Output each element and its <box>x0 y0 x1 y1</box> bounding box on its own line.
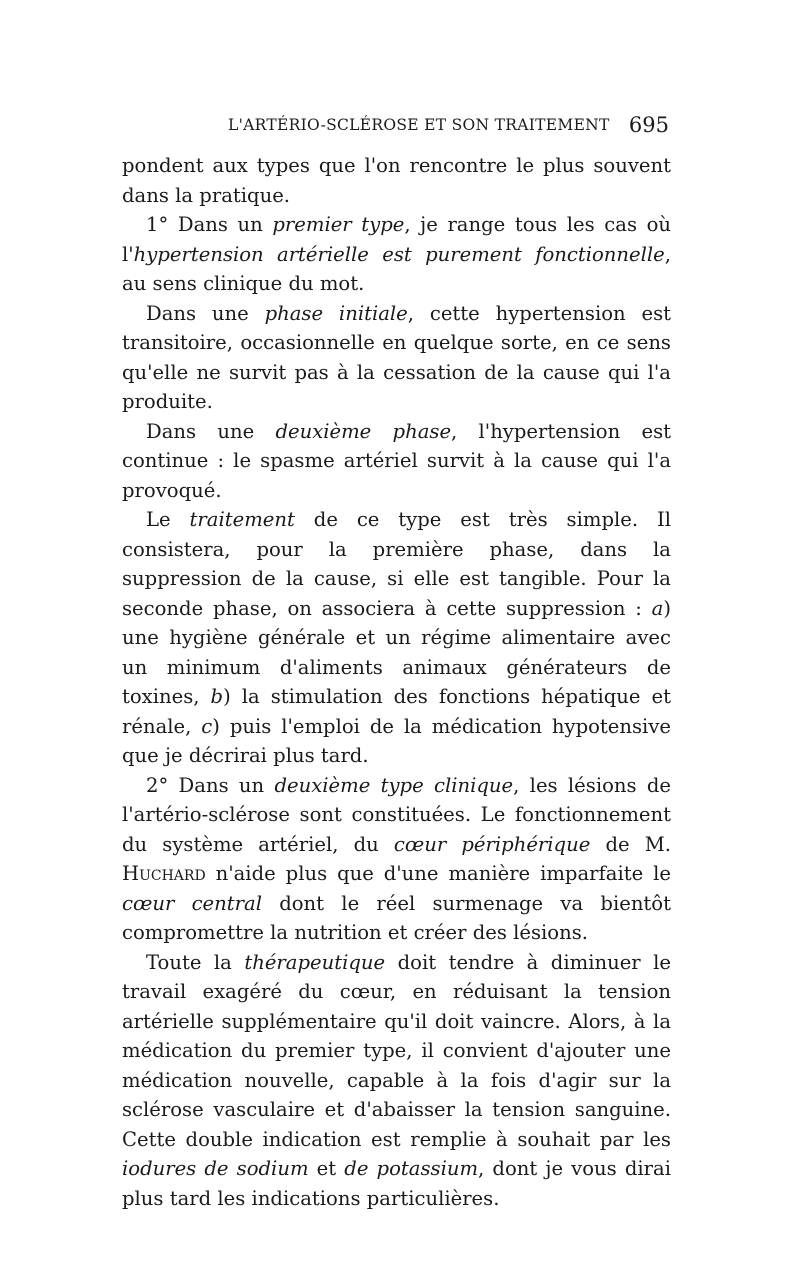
small-caps-name: Huchard <box>122 862 206 885</box>
italic-run: deuxième phase <box>275 419 452 443</box>
italic-run: traitement <box>189 508 295 531</box>
text-run: , l'hypertension est continue : le spasme artériel survit à la cause qui l'a provoqué. <box>122 419 671 502</box>
running-head <box>122 113 669 140</box>
text-run: ) la stimulation des fonctions hépatique et rénale, <box>122 685 671 738</box>
text-run: de M. <box>590 832 672 856</box>
text-run: 2° Dans un <box>146 773 275 797</box>
italic-run: de potassium <box>344 1157 479 1180</box>
text-run: , cette hypertension est transitoire, occasionnelle en quelque sorte, en ce sens qu'elle ne survit pas à la cessation de la cause qui l'a produite. <box>122 301 672 413</box>
paragraph <box>122 299 671 417</box>
text-run: ) une hygiène générale et un régime alimentaire avec un minimum d'aliments animaux générateurs de toxines, <box>122 596 671 708</box>
text-run: 1° Dans un <box>146 213 273 236</box>
text-run: Dans une <box>146 419 276 443</box>
text-run: , je range tous les cas où l' <box>122 213 672 266</box>
text-run: , dont je vous dirai plus tard les indications particulières. <box>122 1157 671 1210</box>
text-run: , au sens clinique du mot. <box>122 242 671 295</box>
text-run: Toute la <box>146 950 245 974</box>
italic-run: cœur périphérique <box>393 832 591 856</box>
text-run: ) puis l'emploi de la médication hypotensive que je décrirai plus tard. <box>122 714 671 767</box>
italic-run: hypertension artérielle est purement fonctionnelle <box>133 242 665 266</box>
text-run: Dans une <box>146 301 265 325</box>
page-number: 695 <box>628 113 669 137</box>
italic-run: c <box>201 714 213 738</box>
italic-run: phase initiale <box>264 301 408 325</box>
text-run: dont le réel surmenage va bientôt compromettre la nutrition et créer des lésions. <box>122 891 671 944</box>
paragraph <box>122 210 671 299</box>
body-text <box>122 151 671 1213</box>
text-run: pondent aux types que l'on rencontre le plus souvent dans la pratique. <box>122 154 671 207</box>
running-head-title: L'ARTÉRIO-SCLÉROSE ET SON TRAITEMENT <box>228 116 610 134</box>
paragraph <box>122 505 671 771</box>
italic-run: cœur central <box>122 891 262 915</box>
text-run: doit tendre à diminuer le travail exagéré du cœur, en réduisant la tension artérielle supplémentaire qu'il doit vaincre. Alors, à la médication du premier type, il convient d'ajouter une médication nouvelle, capable à la fois d'agir sur la sclérose vasculaire et d'abaisser la tension sanguine. Cette double indication est remplie à souhait par les <box>122 950 671 1151</box>
italic-run: b <box>210 685 224 708</box>
italic-run: a <box>651 596 664 620</box>
paragraph <box>122 151 671 210</box>
italic-run: thérapeutique <box>244 950 386 974</box>
text-run: Le <box>146 508 190 531</box>
text-run: , les lésions de l'artério-sclérose sont constituées. Le fonctionnement du système artériel, du <box>122 773 671 856</box>
text-run: de ce type est très simple. Il consistera, pour la première phase, dans la suppression de la cause, si elle est tangible. Pour la seconde phase, on associera à cette suppression : <box>122 508 672 620</box>
paragraph <box>122 948 671 1214</box>
paragraph <box>122 417 671 506</box>
text-run: n'aide plus que d'une manière imparfaite le <box>205 862 671 885</box>
italic-run: deuxième type clinique <box>274 773 514 797</box>
italic-run: iodures de sodium <box>122 1157 309 1180</box>
text-run: et <box>308 1157 345 1180</box>
italic-run: premier type <box>272 213 405 236</box>
paragraph <box>122 771 671 948</box>
